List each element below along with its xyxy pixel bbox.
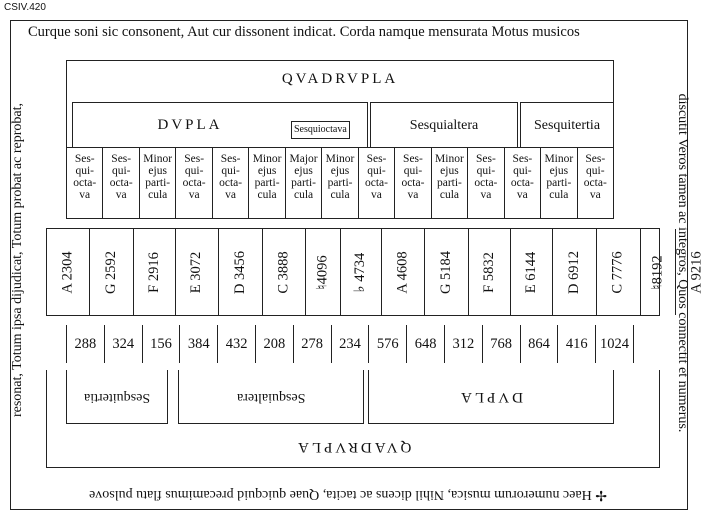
number-cell: 208 [255,325,293,363]
tone-label: ♮8192 [649,254,666,290]
sesquialtera-top-label: Sesquialtera [409,117,479,133]
tone-label: E 3072 [188,251,205,293]
tone-label: E 6144 [523,251,540,293]
number-cell: 234 [331,325,369,363]
tone-cell [510,229,552,315]
ratio-cell: Ses- qui- octa- va [175,148,211,218]
tone-label: C 3888 [275,250,292,294]
cross-symbol: ✢ [595,487,607,502]
edge-text-bottom [28,486,668,503]
tone-label: A 4608 [394,250,411,294]
sesquitertia-bottom-label: Sesquitertia [83,389,151,405]
quadrupla-top-label: QVADRVPLA [281,71,399,87]
tone-cell [640,229,675,315]
edge-text-left: resonat, Totum ipsa dijudicat, Totum probat ac reprobat, [10,103,25,418]
sesquialtera-top-bracket [370,102,518,148]
number-cell: 384 [179,325,217,363]
tone-cell [47,229,89,315]
tone-cell [596,229,639,315]
ratio-cell: Ses- qui- octa- va [102,148,138,218]
ratio-cell: Minor ejus parti- cula [431,148,467,218]
number-cell: 648 [406,325,444,363]
ratio-cell: Minor ejus parti- cula [139,148,175,218]
tone-cell [381,229,424,315]
tone-label: F 2916 [146,251,163,293]
tone-cell [468,229,510,315]
ratio-cell: Ses- qui- octa- va [358,148,394,218]
dupla-top-label: DVPLA [157,117,223,133]
tone-label: ♮4096 [314,254,331,290]
number-cell: 324 [104,325,142,363]
tone-row [46,228,705,316]
ratio-cell: Ses- qui- octa- va [467,148,503,218]
tone-label: G 5184 [438,250,455,294]
number-cell: 576 [368,325,406,363]
number-cell: 864 [520,325,558,363]
edge-text-right: discutit Veros tamen ac integros, Quos connectit et numerus. [675,93,690,433]
tone-label: D 6912 [566,250,583,294]
ratio-cell: Minor ejus parti- cula [321,148,357,218]
ratio-cell: Major ejus parti- cula [285,148,321,218]
tone-cell [218,229,262,315]
tone-label: A 9216 [688,250,705,294]
number-cell: 156 [142,325,180,363]
tone-cell [89,229,133,315]
tone-label: F 5832 [480,251,497,293]
sesquialtera-bottom-label: Sesquialtera [236,389,306,405]
tone-cell [262,229,305,315]
sesquitertia-top-bracket [520,102,614,148]
number-cell: 416 [557,325,595,363]
sesquitertia-top-label: Sesquitertia [533,117,601,133]
ratio-cell: Ses- qui- octa- va [394,148,430,218]
tone-cell [552,229,596,315]
number-cell: 1024 [595,325,634,363]
number-row [66,325,634,363]
ratio-row [66,147,614,219]
tone-cell [424,229,468,315]
page-label: CSIV.420 [4,2,46,13]
number-cell: 768 [482,325,520,363]
tone-cell [305,229,340,315]
number-cell: 312 [444,325,482,363]
tone-cell [675,229,718,315]
number-cell: 288 [66,325,104,363]
tone-label: A 2304 [59,250,76,294]
ratio-cell: Ses- qui- octa- va [504,148,540,218]
quadrupla-bottom-label: QVADRVPLA [294,439,412,455]
dupla-bottom-label: DVPLA [458,389,524,405]
tone-cell [340,229,380,315]
ratio-cell: Minor ejus parti- cula [540,148,576,218]
ratio-cell: Minor ejus parti- cula [248,148,284,218]
tone-cell [175,229,217,315]
sesquioctava-small-label: Sesquioctava [291,121,350,139]
number-cell: 432 [217,325,255,363]
number-cell: 278 [293,325,331,363]
tone-label: D 3456 [231,250,248,294]
tone-label: G 2592 [103,250,120,294]
edge-text-top: Curque soni sic consonent, Aut cur dissonent indicat. Corda namque mensurata Motus musicos [28,24,580,40]
edge-text-bottom-content: Haec numerorum musica, Nihil dicens ac tacita, Quae quicquid precamimus flatu pulsove [89,487,592,502]
ratio-cell: Ses- qui- octa- va [66,148,102,218]
ratio-cell: Ses- qui- octa- va [577,148,614,218]
tone-label: ♭ 4734 [352,252,369,292]
tone-label: C 7776 [610,250,627,294]
quadrupla-bottom-bracket [46,370,660,468]
ratio-cell: Ses- qui- octa- va [212,148,248,218]
tone-cell [133,229,175,315]
